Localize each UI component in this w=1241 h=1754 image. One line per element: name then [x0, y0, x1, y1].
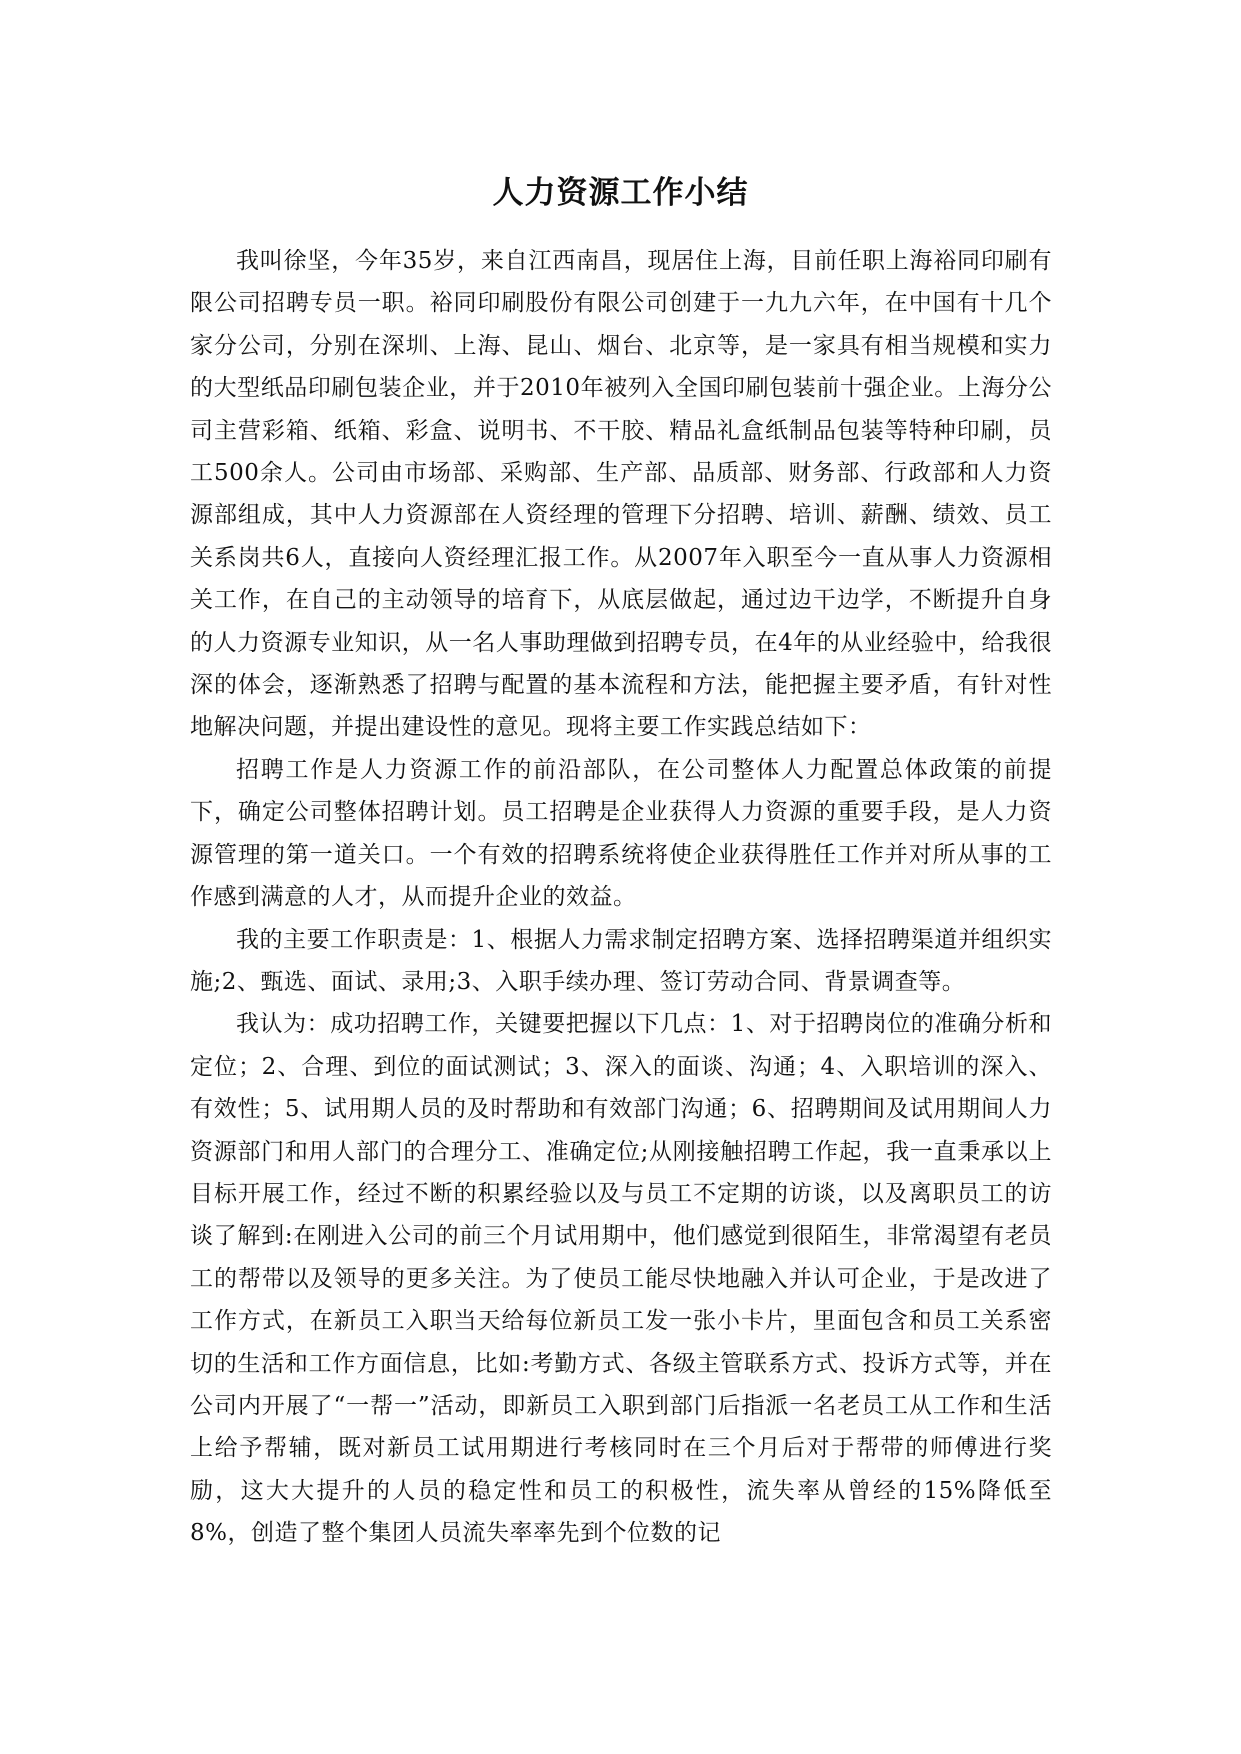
paragraph-introduction: 我叫徐坚，今年35岁，来自江西南昌，现居住上海，目前任职上海裕同印刷有限公司招聘专员一职。裕同印刷股份有限公司创建于一九九六年，在中国有十几个家分公司，分别在深圳、上海、昆山、烟台、北京等，是一家具有相当规模和实力的大型纸品印刷包装企业，并于2010年被列入全国印刷包装前十强企业。上海分公司主营彩箱、纸箱、彩盒、说明书、不干胶、精品礼盒纸制品包装等特种印刷，员工500余人。公司由市场部、采购部、生产部、品质部、财务部、行政部和人力资源部组成，其中人力资源部在人资经理的管理下分招聘、培训、薪酬、绩效、员工关系岗共6人，直接向人资经理汇报工作。从2007年入职至今一直从事人力资源相关工作，在自己的主动领导的培育下，从底层做起，通过边干边学，不断提升自身的人力资源专业知识，从一名人事助理做到招聘专员，在4年的从业经验中，给我很深的体会，逐渐熟悉了招聘与配置的基本流程和方法，能把握主要矛盾，有针对性地解决问题，并提出建设性的意见。现将主要工作实践总结如下：: [190, 248, 1052, 741]
paragraph-recruitment-overview: 招聘工作是人力资源工作的前沿部队，在公司整体人力配置总体政策的前提下，确定公司整体招聘计划。员工招聘是企业获得人力资源的重要手段，是人力资源管理的第一道关口。一个有效的招聘系统将使企业获得胜任工作并对所从事的工作感到满意的人才，从而提升企业的效益。: [190, 756, 1052, 911]
document-title: 人力资源工作小结: [492, 174, 749, 211]
document-body: [190, 240, 1052, 1555]
paragraph-key-points: 我认为：成功招聘工作，关键要把握以下几点：1、对于招聘岗位的准确分析和定位；2、合理、到位的面试测试；3、深入的面谈、沟通；4、入职培训的深入、有效性；5、试用期人员的及时帮助和有效部门沟通；6、招聘期间及试用期间人力资源部门和用人部门的合理分工、准确定位;从刚接触招聘工作起，我一直秉承以上目标开展工作，经过不断的积累经验以及与员工不定期的访谈，以及离职员工的访谈了解到:在刚进入公司的前三个月试用期中，他们感觉到很陌生，非常渴望有老员工的帮带以及领导的更多关注。为了使员工能尽快地融入并认可企业，于是改进了工作方式，在新员工入职当天给每位新员工发一张小卡片，里面包含和员工关系密切的生活和工作方面信息，比如:考勤方式、各级主管联系方式、投诉方式等，并在公司内开展了“一帮一”活动，即新员工入职到部门后指派一名老员工从工作和生活上给予帮辅，既对新员工试用期进行考核同时在三个月后对于帮带的师傅进行奖励，这大大提升的人员的稳定性和员工的积极性，流失率从曾经的15%降低至8%，创造了整个集团人员流失率率先到个位数的记: [190, 1011, 1052, 1547]
paragraph-responsibilities: 我的主要工作职责是：1、根据人力需求制定招聘方案、选择招聘渠道并组织实施;2、甄选、面试、录用;3、入职手续办理、签订劳动合同、背景调查等。: [190, 926, 1052, 995]
